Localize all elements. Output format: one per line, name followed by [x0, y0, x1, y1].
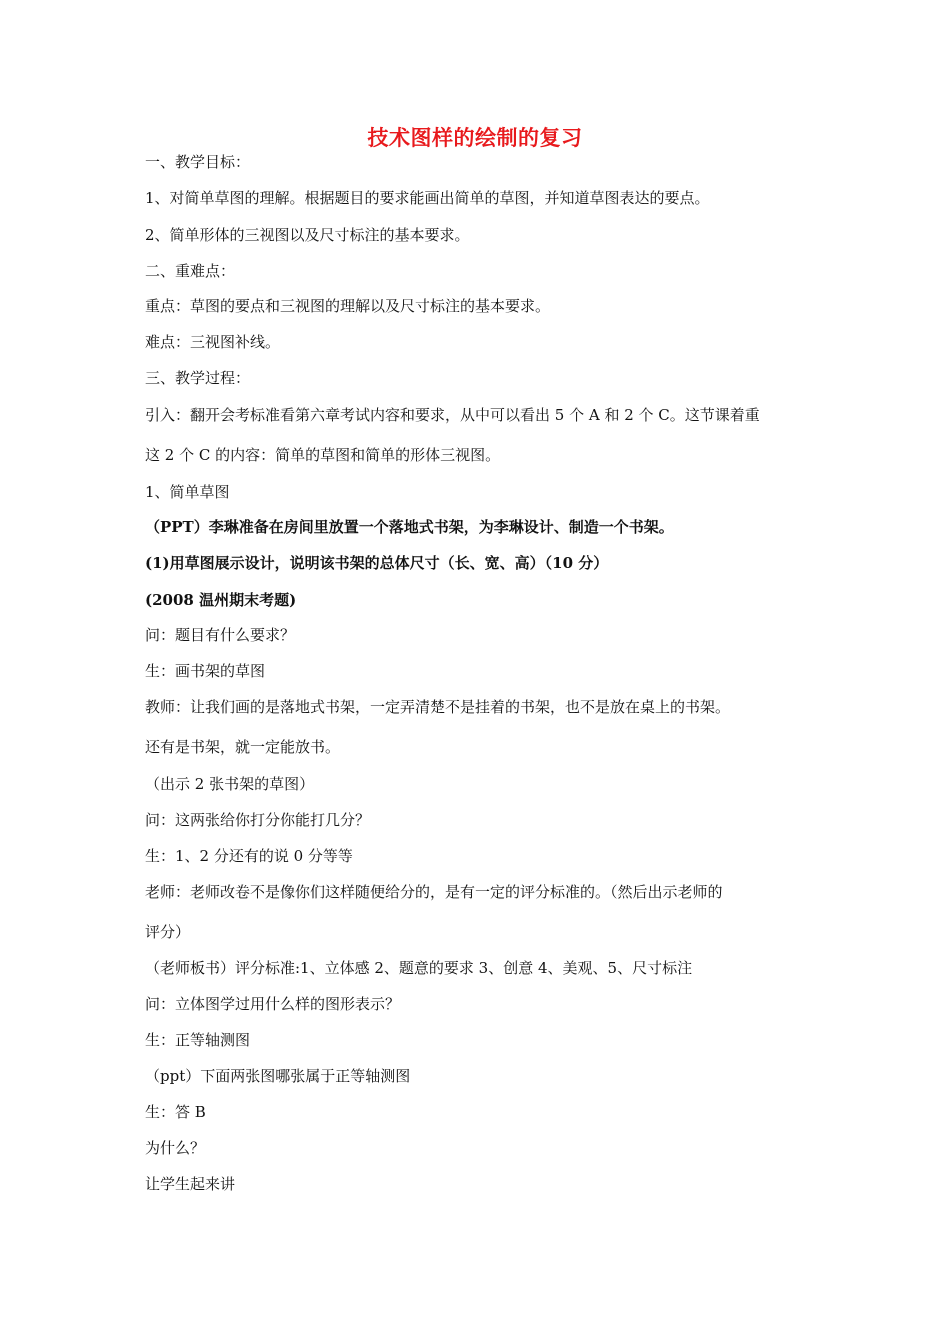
dialogue-line: 生：正等轴测图 [145, 1031, 251, 1049]
dialogue-line: 为什么？ [145, 1139, 206, 1157]
dialogue-line: 评分） [145, 923, 191, 941]
dialogue-line: 还有是书架，就一定能放书。 [145, 738, 341, 756]
paragraph-line: 难点：三视图补线。 [145, 333, 281, 351]
question-source-bold: (2008 温州期末考题) [145, 591, 297, 609]
paragraph-line: 这 2 个 C 的内容：简单的草图和简单的形体三视图。 [145, 446, 501, 464]
dialogue-line: （ppt）下面两张图哪张属于正等轴测图 [145, 1067, 411, 1085]
paragraph-line: 引入：翻开会考标准看第六章考试内容和要求，从中可以看出 5 个 A 和 2 个 C。这节课着重 [145, 406, 760, 424]
dialogue-line: 问：立体图学过用什么样的图形表示？ [145, 995, 401, 1013]
subsection-heading: 1、简单草图 [145, 483, 230, 501]
question-line-bold: (1)用草图展示设计，说明该书架的总体尺寸（长、宽、高）（10 分） [145, 554, 609, 572]
section-heading-objectives: 一、教学目标： [145, 153, 251, 171]
section-heading-process: 三、教学过程： [145, 369, 251, 387]
dialogue-line: 老师：老师改卷不是像你们这样随便给分的，是有一定的评分标准的。（然后出示老师的 [145, 883, 723, 901]
paragraph-line: 1、对简单草图的理解。根据题目的要求能画出简单的草图，并知道草图表达的要点。 [145, 189, 710, 207]
paragraph-line: 2、简单形体的三视图以及尺寸标注的基本要求。 [145, 226, 470, 244]
dialogue-line: （出示 2 张书架的草图） [145, 775, 315, 793]
dialogue-line: 问：题目有什么要求？ [145, 626, 296, 644]
dialogue-line: 问：这两张给你打分你能打几分？ [145, 811, 371, 829]
dialogue-line: 生：画书架的草图 [145, 662, 266, 680]
dialogue-line: 生：答 B [145, 1103, 206, 1121]
document-title: 技术图样的绘制的复习 [367, 125, 583, 150]
dialogue-line: （老师板书）评分标准:1、立体感 2、题意的要求 3、创意 4、美观、5、尺寸标注 [145, 959, 693, 977]
question-line-bold: （PPT）李琳准备在房间里放置一个落地式书架，为李琳设计、制造一个书架。 [145, 518, 674, 536]
dialogue-line: 教师：让我们画的是落地式书架，一定弄清楚不是挂着的书架，也不是放在桌上的书架。 [145, 698, 731, 716]
paragraph-line: 重点：草图的要点和三视图的理解以及尺寸标注的基本要求。 [145, 297, 551, 315]
dialogue-line: 让学生起来讲 [145, 1175, 236, 1193]
dialogue-line: 生：1、2 分还有的说 0 分等等 [145, 847, 353, 865]
section-heading-key-points: 二、重难点： [145, 262, 236, 280]
